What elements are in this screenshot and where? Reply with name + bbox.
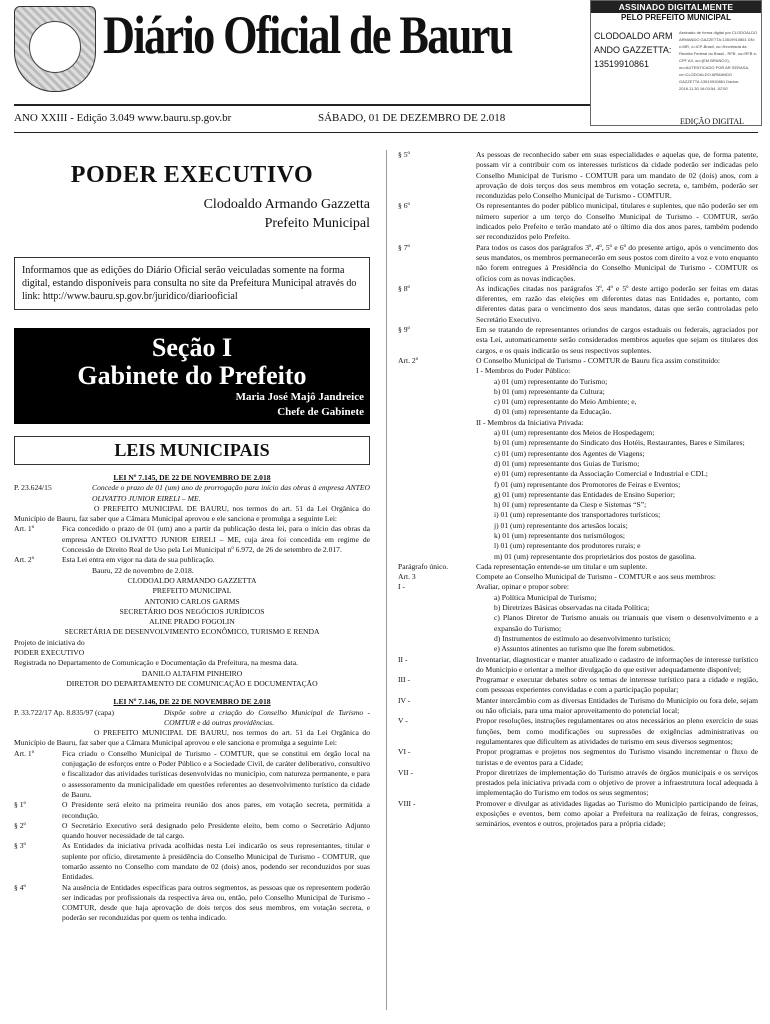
signature-header: ASSINADO DIGITALMENTE (591, 1, 761, 13)
paragraph-number: § 8º (398, 283, 410, 293)
article-number: Art. 3 (398, 572, 416, 582)
lei-intro: O PREFEITO MUNICIPAL DE BAURU, nos termos do art. 51 da Lei Orgânica do Município de Bauru, faz saber que a Câmara Municipal aprovou e ele sanciona e promulga a seguinte Lei: (14, 728, 370, 748)
item-text: Avaliar, opinar e propor sobre: (476, 582, 569, 592)
list-item: j) 01 (um) representante dos artesãos locais; (494, 520, 628, 530)
right-column (398, 150, 758, 830)
list-item: e) 01 (um) representante da Associação Comercial e Industrial e CDL; (494, 469, 708, 479)
paragraph-text: O Secretário Executivo será designado pelo Presidente eleito, bem como o Secretário Adjunto quando houver necessidade de tal cargo. (62, 820, 370, 841)
article-text: Fica concedido o prazo de 01 (um) ano a partir da publicação desta lei, para o início das obras da empresa ANTEO OLIVATTO JUNIOR EIRELI – ME, cuja área foi concedida em regime de Concessão de Direito Real de Uso pela Lei Municipal nº 6.972, de 26 de setembro de 2.017. (62, 524, 370, 555)
paragraph-text: As indicações citadas nos parágrafos 3º, 4º e 5º deste artigo poderão ser feitas em datas diferentes, em razão das eleições em diferentes datas nas Entidades e, portanto, com diferentes datas para o vencimento dos seus mandatos, datas que serão controladas pelo Secretário Executivo. (476, 283, 758, 324)
signatory-line: PREFEITO MUNICIPAL (152, 586, 232, 596)
paragraph-number: § 6º (398, 201, 410, 211)
item-text: Propor resoluções, instruções regulamentares ou atos necessários ao pleno exercício de suas funções, bem como modificações ou supressões de exigências administrativas ou regulamentares que dificultem as atividades de turismo em seus diversos segmentos; (476, 716, 758, 746)
item-text: Propor programas e projetos nos segmentos do Turismo visando incrementar o fluxo de turistas e de eventos para a Cidade; (476, 747, 758, 767)
list-item: b) Diretrizes Básicas observadas na citada Política; (494, 603, 650, 613)
list-item: b) 01 (um) representante do Sindicato dos Hotéis, Restaurantes, Bares e Similares; (494, 438, 745, 448)
city-coat-of-arms (14, 6, 96, 92)
item-number: VIII - (398, 798, 416, 808)
lei-7145 (14, 473, 370, 689)
item-text: Propor diretrizes de implementação do Turismo através de órgãos municipais e os serviços prestados pela iniciativa privada com o objetivo de prover a infraestrutura local adequada à implementação do Turismo em todos os seus segmentos; (476, 767, 758, 798)
lei-process: P. 23.624/15 (14, 483, 52, 493)
item-text: Programar e executar debates sobre os temas de interesse turístico para a cidade e região, com pessoas experientes convidadas e com a participação popular; (476, 675, 758, 695)
item-number: II - (398, 654, 408, 664)
chief-role: Chefe de Gabinete (277, 406, 364, 418)
paragraph-number: Parágrafo único. (398, 561, 449, 571)
item-number: VI - (398, 747, 411, 757)
chief-name: Maria José Majô Jandreice (235, 391, 364, 403)
secao-subtitle: Gabinete do Prefeito (77, 361, 307, 390)
article-text: Compete ao Conselho Municipal de Turismo - COMTUR e aos seus membros: (476, 572, 716, 582)
director-role: DIRETOR DO DEPARTAMENTO DE COMUNICAÇÃO E DOCUMENTAÇÃO (66, 678, 318, 688)
item-number: V - (398, 716, 408, 726)
paragraph-number: § 4º (14, 882, 26, 892)
group-title: I - Membros do Poder Público: (476, 366, 571, 376)
list-item: l) 01 (um) representante dos produtores rurais; e (494, 541, 641, 551)
paragraph-number: § 9º (398, 325, 410, 335)
group-title: II - Membros da Iniciativa Privada: (476, 417, 584, 427)
list-item: a) Política Municipal de Turismo; (494, 592, 597, 602)
paragraph-text: As pessoas de reconhecido saber em suas especialidades e aquelas que, de forma patente, possam vir a contribuir com os interesses turísticos da cidade poderão ser indicadas pelo Conselho Municipal de Turismo - COMTUR para um mandato de 02 (dois) anos, com a aprovação de dois terços dos seus membros em votação secreta, e, também, poderão ser reconduzidas pelo Conselho Municipal de Turismo - COMTUR. (476, 150, 758, 201)
article-number: Art. 2º (14, 555, 35, 565)
secao-title: Seção I (151, 333, 233, 362)
signatory-line: CLODOALDO ARMANDO GAZZETTA (127, 575, 257, 585)
lei-ementa: Dispõe sobre a criação do Conselho Municipal de Turismo - COMTUR e dá outras providências. (164, 707, 370, 727)
digital-signature-box (590, 0, 762, 126)
list-item: a) 01 (um) representante do Turismo; (494, 376, 608, 386)
paragraph-number: § 7º (398, 242, 410, 252)
paragraph-text: O Presidente será eleito na primeira reunião dos anos pares, em votação secreta, permitida a recondução. (62, 800, 370, 820)
paragraph-text: As Entidades da iniciativa privada acolhidas nesta Lei indicarão os seus representantes, titular e suplente por ofício, diretamente à presidência do Conselho Municipal de Turismo - COMTUR, que tomarão assento no Conselho com mandato de 02 (dois) anos, podendo ser reconduzidos por suas Entidades. (62, 841, 370, 882)
signatory-line: ANTONIO CARLOS GARMS (144, 596, 240, 606)
leis-municipais-title: LEIS MUNICIPAIS (14, 436, 370, 465)
issue-info: ANO XXIII - Edição 3.049 www.bauru.sp.gov.br (14, 112, 232, 124)
item-number: III - (398, 675, 411, 685)
article-text: O Conselho Municipal de Turismo - COMTUR de Bauru fica assim constituído: (476, 355, 721, 365)
paragraph-text: Em se tratando de representantes oriundos de cargos estaduais ou federais, agraciados por esta Lei, automaticamente serão considerados membros aqueles que sejam os titulares dos cargos, e os quais indicarão os seus respectivos suplentes. (476, 325, 758, 355)
list-item: d) Instrumentos de estímulo ao desenvolvimento turístico; (494, 633, 671, 643)
signature-details: Assinado de forma digital por CLODOALDO ARMANDO GAZZETTA:13519910861 DN: c=BR, o=ICP-Brasil, ou=Secretaria da Receita Federal do Brasil - RFB, ou=RFB e-CPF A3, ou=(EM BRANCO), ou=AUTENTICADO POR AR SERASA, cn=CLODOALDO ARMANDO GAZZETTA:13519910861 Dados: 2018.11.30 16:03:54 -02'00' (679, 30, 758, 91)
item-number: VII - (398, 767, 413, 777)
secao-banner (14, 328, 370, 424)
list-item: b) 01 (um) representante da Cultura; (494, 386, 605, 396)
list-item: g) 01 (um) representante das Entidades de Ensino Superior; (494, 489, 675, 499)
lei-ementa: Concede o prazo de 01 (um) ano de prorrogação para início das obras à empresa ANTEO OLIVATTO JUNIOR EIRELI – ME. (92, 483, 370, 503)
lei-heading: LEI Nº 7.146, DE 22 DE NOVEMBRO DE 2.018 (113, 697, 271, 707)
paragraph-number: § 3º (14, 841, 26, 851)
mayor-role: Prefeito Municipal (264, 216, 370, 231)
list-item: i) 01 (um) representante dos transportadores turísticos; (494, 510, 661, 520)
project-initiative: Projeto de iniciativa do (14, 637, 85, 647)
list-item: d) 01 (um) representante dos Guias de Turismo; (494, 458, 640, 468)
poder-executivo-title: PODER EXECUTIVO (70, 162, 314, 188)
signature-header-2: PELO PREFEITO MUNICIPAL (621, 13, 731, 22)
paragraph-text: Cada representação entende-se um titular e um suplente. (476, 561, 648, 571)
article-number: Art. 1º (14, 524, 35, 534)
director-name: DANILO ALTAFIM PINHEIRO (141, 668, 243, 678)
article-text: Fica criado o Conselho Municipal de Turismo - COMTUR, que se constitui em órgão local na conjugação de esforços entre o Poder Público e a Sociedade Civil, de caráter deliberativo, consultivo e fiscalizador das atividades turísticas desenvolvidas no município, com natureza permanente, e para o assessoramento da municipalidade em questões referentes ao desenvolvimento turístico da cidade de Bauru. (62, 748, 370, 799)
list-item: c) Planos Diretor de Turismo anuais ou trianuais que visem o desenvolvimento e a expansão do Turismo; (494, 613, 758, 633)
column-divider (386, 150, 387, 1010)
paragraph-text: Na ausência de Entidades específicas para outros segmentos, as pessoas que os representem poderão ser indicadas por profissionais da respectiva área ou, então, pelo Conselho Municipal de Turismo - COMTUR, desde que haja aprovação de dois terços dos seus membros, em votação secreta, e poderão ser reconduzidas por quem os tenha indicado. (62, 882, 370, 923)
signatory-line: SECRETÁRIO DOS NEGÓCIOS JURÍDICOS (119, 606, 265, 616)
paragraph-number: § 1º (14, 800, 26, 810)
list-item: k) 01 (um) representante dos turismólogos; (494, 530, 625, 540)
signatory-line: ALINE PRADO FOGOLIN (149, 617, 235, 627)
issue-rule (14, 132, 758, 133)
item-number: IV - (398, 695, 411, 705)
item-text: Promover e divulgar as atividades ligadas ao Turismo do Município participando de feiras, exposições e eventos, bem como apoiar a Prefeitura na realização de feiras, congressos, seminários, eventos e outros, projetados para a própria cidade; (476, 798, 758, 829)
mayor-name: Clodoaldo Armando Gazzetta (203, 197, 370, 212)
article-number: Art. 2º (398, 355, 419, 365)
list-item: m) 01 (um) representante dos proprietários dos postos de gasolina. (494, 551, 697, 561)
paragraph-text: Os representantes do poder público municipal, titulares e suplentes, que não poderão ser em número superior a um terço do Conselho Municipal de Turismo - COMTUR, serão indicados pelo Prefeito e terão mandato até o último dia dos anos pares, também podendo ser reconduzidos pelo Prefeito. (476, 201, 758, 242)
paragraph-text: Para todos os casos dos parágrafos 3º, 4º, 5º e 6º do presente artigo, após o vencimento dos seus mandatos, os membros permanecerão em seus postos com direito a voz e voto enquanto não forem entregues à Presidência do Conselho Municipal de Turismo - COMTUR os ofícios com as novas indicações. (476, 242, 758, 283)
paragraph-number: § 5º (398, 150, 410, 159)
list-item: c) 01 (um) representante do Meio Ambiente; e, (494, 397, 637, 407)
project-initiative-body: PODER EXECUTIVO (14, 648, 85, 658)
item-number: I - (398, 582, 405, 592)
lei-heading: LEI Nº 7.145, DE 22 DE NOVEMBRO DE 2.018 (113, 473, 271, 482)
lei-intro: O PREFEITO MUNICIPAL DE BAURU, nos termos do art. 51 da Lei Orgânica do Município de Bauru, faz saber que a Câmara Municipal aprovou e ele sanciona e promulga a seguinte Lei: (14, 503, 370, 524)
list-item: f) 01 (um) representante dos Promotores de Feiras e Eventos; (494, 479, 681, 489)
signature-signer: CLODOALDO ARMANDO GAZZETTA:13519910861 (594, 31, 673, 69)
left-column (14, 152, 370, 924)
item-text: Inventariar, diagnosticar e manter atualizado o cadastro de informações de interesse turístico do Município e orientar a melhor divulgação do que estiver adequadamente disponível; (476, 654, 758, 674)
list-item: a) 01 (um) representante dos Meios de Hospedagem; (494, 428, 655, 438)
list-item: d) 01 (um) representante da Educação. (494, 407, 612, 417)
issue-date: SÁBADO, 01 DE DEZEMBRO DE 2.018 (318, 112, 506, 124)
header-rule (14, 104, 590, 106)
registration-note: Registrada no Departamento de Comunicação e Documentação da Prefeitura, na mesma data. (14, 658, 299, 668)
masthead-title: Diário Oficial de Bauru (103, 5, 512, 65)
list-item: e) Assuntos atinentes ao turismo que lhe forem submetidos. (494, 644, 675, 654)
lei-process: P. 33.722/17 Ap. 8.835/97 (capa) (14, 707, 114, 717)
signatory-line: SECRETÁRIA DE DESENVOLVIMENTO ECONÔMICO, TURISMO E RENDA (64, 627, 320, 637)
lei-7146 (14, 697, 370, 924)
article-number: Art. 1º (14, 748, 35, 758)
lei-date: Bauru, 22 de novembro de 2.018. (92, 565, 194, 575)
article-text: Esta Lei entra em vigor na data de sua publicação. (62, 555, 215, 565)
list-item: c) 01 (um) representante dos Agentes de Viagens; (494, 448, 645, 458)
paragraph-number: § 2º (14, 820, 26, 830)
digital-notice: Informamos que as edições do Diário Oficial serão veiculadas somente na forma digital, estando disponíveis para consulta no site da Prefeitura Municipal através do link: http://www.bauru.sp.gov.br/juridico/diariooficial (14, 257, 370, 310)
edition-label: EDIÇÃO DIGITAL (680, 117, 745, 126)
item-text: Manter intercâmbio com as diversas Entidades de Turismo do Município ou fora dele, sejam ou não oficiais, para uma maior aproveitamento do potencial local; (476, 695, 758, 716)
list-item: h) 01 (um) representante da Ciesp e Sistemas “S”; (494, 500, 647, 510)
